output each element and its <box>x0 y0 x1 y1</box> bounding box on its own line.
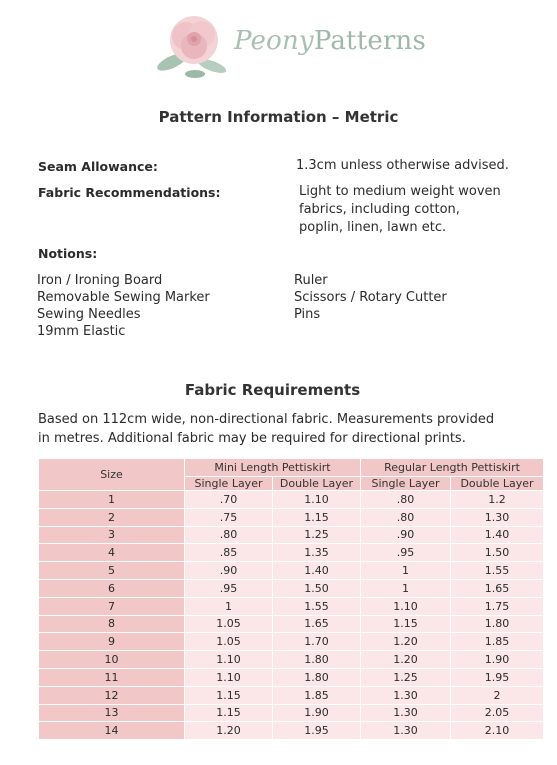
size-cell: 6 <box>39 579 185 597</box>
yardage-cell: 1.95 <box>451 668 544 686</box>
table-row <box>39 508 544 526</box>
yardage-cell: 1.15 <box>273 508 361 526</box>
yardage-cell: .95 <box>185 579 273 597</box>
yardage-cell: 1.40 <box>273 562 361 580</box>
yardage-cell: 1.50 <box>451 544 544 562</box>
size-cell: 11 <box>39 668 185 686</box>
fabric-recommendations-line: fabrics, including cotton, <box>299 202 460 217</box>
size-cell: 9 <box>39 633 185 651</box>
yardage-cell: 2.10 <box>451 722 544 740</box>
fabric-requirements-description <box>38 410 518 448</box>
yardage-cell: 1.50 <box>273 579 361 597</box>
yardage-cell: 1.05 <box>185 615 273 633</box>
table-row <box>39 526 544 544</box>
table-row <box>39 491 544 509</box>
yardage-cell: .90 <box>361 526 451 544</box>
yardage-cell: 1 <box>185 597 273 615</box>
size-cell: 3 <box>39 526 185 544</box>
notion-item: Pins <box>294 307 321 322</box>
yardage-cell: .80 <box>361 491 451 509</box>
size-cell: 13 <box>39 704 185 722</box>
notions-label: Notions: <box>38 246 98 261</box>
yardage-cell: 2 <box>451 686 544 704</box>
table-row <box>39 686 544 704</box>
notion-item: Scissors / Rotary Cutter <box>294 290 447 305</box>
yardage-cell: 1.55 <box>451 562 544 580</box>
notion-item: Removable Sewing Marker <box>37 290 210 305</box>
table-row <box>39 668 544 686</box>
yardage-cell: 1.20 <box>361 633 451 651</box>
yardage-cell: .85 <box>185 544 273 562</box>
size-cell: 4 <box>39 544 185 562</box>
yardage-cell: 1.80 <box>451 615 544 633</box>
table-row <box>39 633 544 651</box>
size-cell: 7 <box>39 597 185 615</box>
column-header: Double Layer <box>451 477 544 491</box>
description-line: Based on 112cm wide, non-directional fabric. Measurements provided <box>38 412 495 427</box>
yardage-cell: 1.2 <box>451 491 544 509</box>
size-header: Size <box>39 459 185 491</box>
table-row <box>39 544 544 562</box>
yardage-cell: 1.30 <box>361 722 451 740</box>
yardage-cell: 1.70 <box>273 633 361 651</box>
yardage-cell: .90 <box>185 562 273 580</box>
size-cell: 10 <box>39 651 185 669</box>
size-cell: 14 <box>39 722 185 740</box>
yardage-cell: 1.10 <box>273 491 361 509</box>
table-row <box>39 704 544 722</box>
column-header: Single Layer <box>185 477 273 491</box>
seam-allowance-label: Seam Allowance: <box>38 159 158 174</box>
fabric-recommendations-label: Fabric Recommendations: <box>38 185 221 200</box>
yardage-cell: 1.25 <box>361 668 451 686</box>
fabric-recommendations-line: Light to medium weight woven <box>299 184 501 199</box>
table-body <box>39 491 544 740</box>
yardage-cell: 1.15 <box>185 686 273 704</box>
yardage-cell: 1 <box>361 562 451 580</box>
logo-word-peony: Peony <box>234 26 314 56</box>
table-row <box>39 651 544 669</box>
yardage-cell: 1.15 <box>361 615 451 633</box>
yardage-cell: 1.10 <box>361 597 451 615</box>
yardage-cell: 1.20 <box>361 651 451 669</box>
yardage-cell: 1.10 <box>185 668 273 686</box>
yardage-cell: 2.05 <box>451 704 544 722</box>
notion-item: Ruler <box>294 273 328 288</box>
yardage-cell: 1.05 <box>185 633 273 651</box>
yardage-cell: .75 <box>185 508 273 526</box>
size-cell: 1 <box>39 491 185 509</box>
size-cell: 5 <box>39 562 185 580</box>
yardage-cell: 1.85 <box>273 686 361 704</box>
yardage-cell: 1.90 <box>451 651 544 669</box>
column-header: Double Layer <box>273 477 361 491</box>
notion-item: Iron / Ironing Board <box>37 273 163 288</box>
yardage-cell: .95 <box>361 544 451 562</box>
yardage-cell: 1.65 <box>451 579 544 597</box>
size-cell: 8 <box>39 615 185 633</box>
fabric-recommendations-line: poplin, linen, lawn etc. <box>299 220 447 235</box>
yardage-cell: 1.25 <box>273 526 361 544</box>
yardage-cell: 1.35 <box>273 544 361 562</box>
peony-flower-icon <box>150 4 240 84</box>
yardage-cell: 1.40 <box>451 526 544 544</box>
yardage-cell: .80 <box>185 526 273 544</box>
size-cell: 2 <box>39 508 185 526</box>
logo-word-patterns: Patterns <box>313 26 427 56</box>
brand-logo <box>150 4 427 84</box>
yardage-cell: 1.80 <box>273 651 361 669</box>
yardage-cell: .80 <box>361 508 451 526</box>
notion-item: Sewing Needles <box>37 307 141 322</box>
yardage-cell: 1.15 <box>185 704 273 722</box>
table-row <box>39 722 544 740</box>
yardage-cell: 1.30 <box>361 704 451 722</box>
page-title: Pattern Information – Metric <box>158 108 399 126</box>
table-row <box>39 562 544 580</box>
column-header: Single Layer <box>361 477 451 491</box>
yardage-cell: 1.85 <box>451 633 544 651</box>
yardage-cell: 1.80 <box>273 668 361 686</box>
yardage-cell: 1 <box>361 579 451 597</box>
description-line: in metres. Additional fabric may be required for directional prints. <box>38 431 466 446</box>
notion-item: 19mm Elastic <box>37 324 126 339</box>
yardage-cell: 1.20 <box>185 722 273 740</box>
fabric-requirements-title: Fabric Requirements <box>184 381 361 399</box>
logo-wordmark <box>234 26 426 56</box>
yardage-cell: 1.30 <box>361 686 451 704</box>
yardage-cell: 1.75 <box>451 597 544 615</box>
yardage-cell: .70 <box>185 491 273 509</box>
table-row <box>39 579 544 597</box>
yardage-cell: 1.55 <box>273 597 361 615</box>
size-cell: 12 <box>39 686 185 704</box>
yardage-cell: 1.65 <box>273 615 361 633</box>
table-row <box>39 597 544 615</box>
seam-allowance-value: 1.3cm unless otherwise advised. <box>296 158 509 173</box>
yardage-cell: 1.10 <box>185 651 273 669</box>
yardage-cell: 1.95 <box>273 722 361 740</box>
yardage-cell: 1.90 <box>273 704 361 722</box>
fabric-requirements-table <box>38 458 544 740</box>
regular-length-header: Regular Length Pettiskirt <box>361 459 544 477</box>
table-row <box>39 615 544 633</box>
yardage-cell: 1.30 <box>451 508 544 526</box>
mini-length-header: Mini Length Pettiskirt <box>185 459 361 477</box>
